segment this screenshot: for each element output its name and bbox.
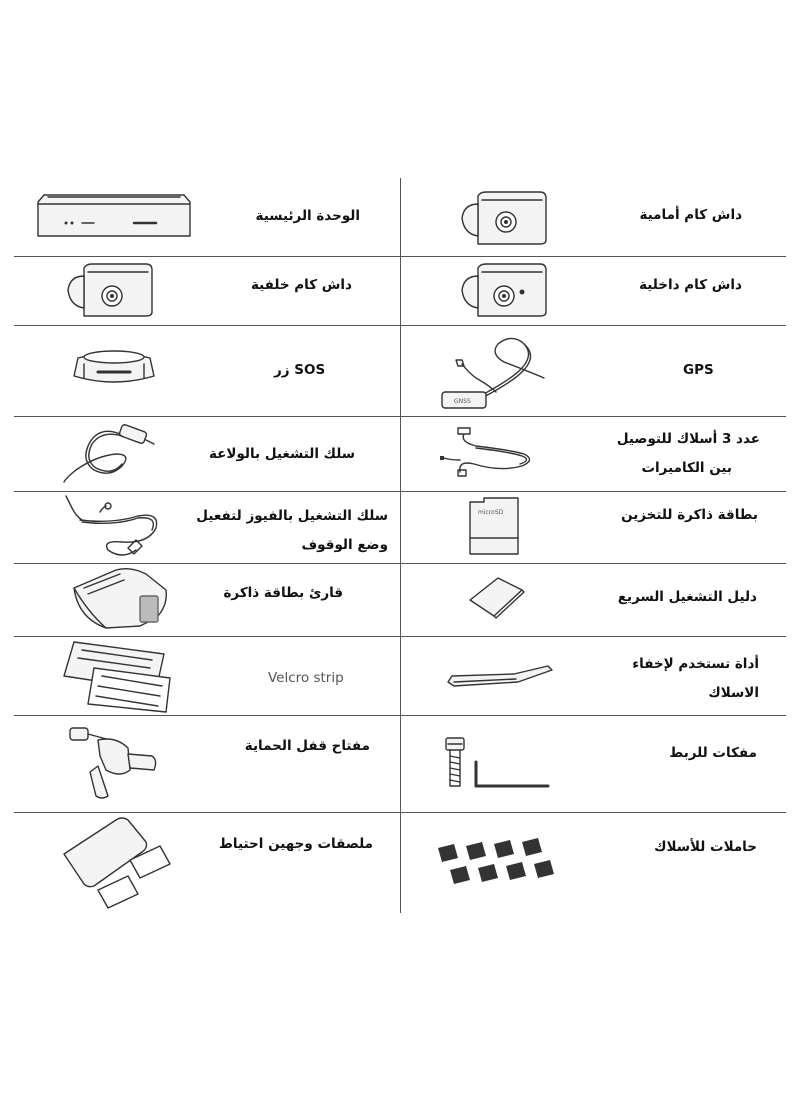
screw-and-hex-key-icon — [436, 736, 552, 796]
spare-adhesive-pads-icon — [62, 816, 174, 916]
row-divider — [14, 491, 786, 492]
row-divider — [14, 636, 786, 637]
velcro-strip-label: Velcro strip — [268, 670, 344, 686]
gps-antenna-text: GNSS — [454, 398, 471, 405]
spare-adhesive-pads-label: ملصقات وجهين احتياط — [218, 836, 373, 852]
column-divider — [400, 178, 401, 913]
front-dashcam-label: داش كام أمامية — [639, 207, 742, 223]
hardwiring-fuse-cable-label-line2: وضع الوقوف — [301, 537, 388, 553]
sos-button-label: زر SOS — [274, 362, 326, 378]
interior-dashcam-label: داش كام داخلية — [639, 277, 742, 293]
cable-clips-icon — [432, 838, 562, 898]
hardwiring-fuse-cable-icon — [52, 494, 172, 566]
rear-dashcam-label: داش كام خلفية — [250, 277, 352, 293]
cable-clips-label: حاملات للأسلاك — [654, 839, 757, 855]
gps-antenna-icon — [440, 332, 550, 416]
interior-dashcam-icon — [456, 262, 552, 322]
sos-button-icon — [68, 346, 160, 392]
velcro-strip-icon — [62, 640, 174, 718]
row-divider — [14, 325, 786, 326]
gps-label: GPS — [683, 362, 714, 378]
main-unit-icon — [36, 192, 192, 246]
quick-guide-icon — [468, 576, 524, 624]
camera-connection-cable-label-line2: بين الكاميرات — [641, 460, 732, 476]
pry-tool-label-line2: الاسلاك — [708, 685, 759, 701]
security-lock-key-icon — [64, 726, 160, 806]
pry-tool-label-line1: أداة تستخدم لإخفاء — [632, 656, 759, 672]
card-reader-icon — [70, 566, 170, 634]
cigarette-power-cable-label: سلك التشغيل بالولاعة — [208, 446, 355, 462]
front-dashcam-icon — [456, 190, 552, 250]
hardwiring-fuse-cable-label-line1: سلك التشغيل بالفيوز لتفعيل — [196, 508, 388, 524]
card-reader-label: قارئ بطاقة ذاكرة — [223, 585, 343, 601]
row-divider — [14, 416, 786, 417]
rear-dashcam-icon — [62, 262, 158, 322]
row-divider — [14, 256, 786, 257]
pry-tool-icon — [444, 662, 556, 696]
microsd-card-label: بطاقة ذاكرة للتخزين — [621, 507, 758, 523]
microsd-card-icon — [468, 496, 522, 562]
microsd-card-text: microSD — [478, 509, 504, 516]
camera-connection-cable-icon — [430, 420, 540, 484]
cigarette-power-cable-icon — [60, 420, 160, 490]
quick-guide-label: دليل التشغيل السريع — [617, 589, 757, 605]
screw-and-hex-key-label: مفكات للربط — [669, 745, 757, 761]
row-divider — [14, 812, 786, 813]
security-lock-key-label: مفتاح قفل الحماية — [244, 738, 370, 754]
camera-connection-cable-label-line1: عدد 3 أسلاك للتوصيل — [616, 431, 760, 447]
main-unit-label: الوحدة الرئيسية — [255, 208, 360, 224]
